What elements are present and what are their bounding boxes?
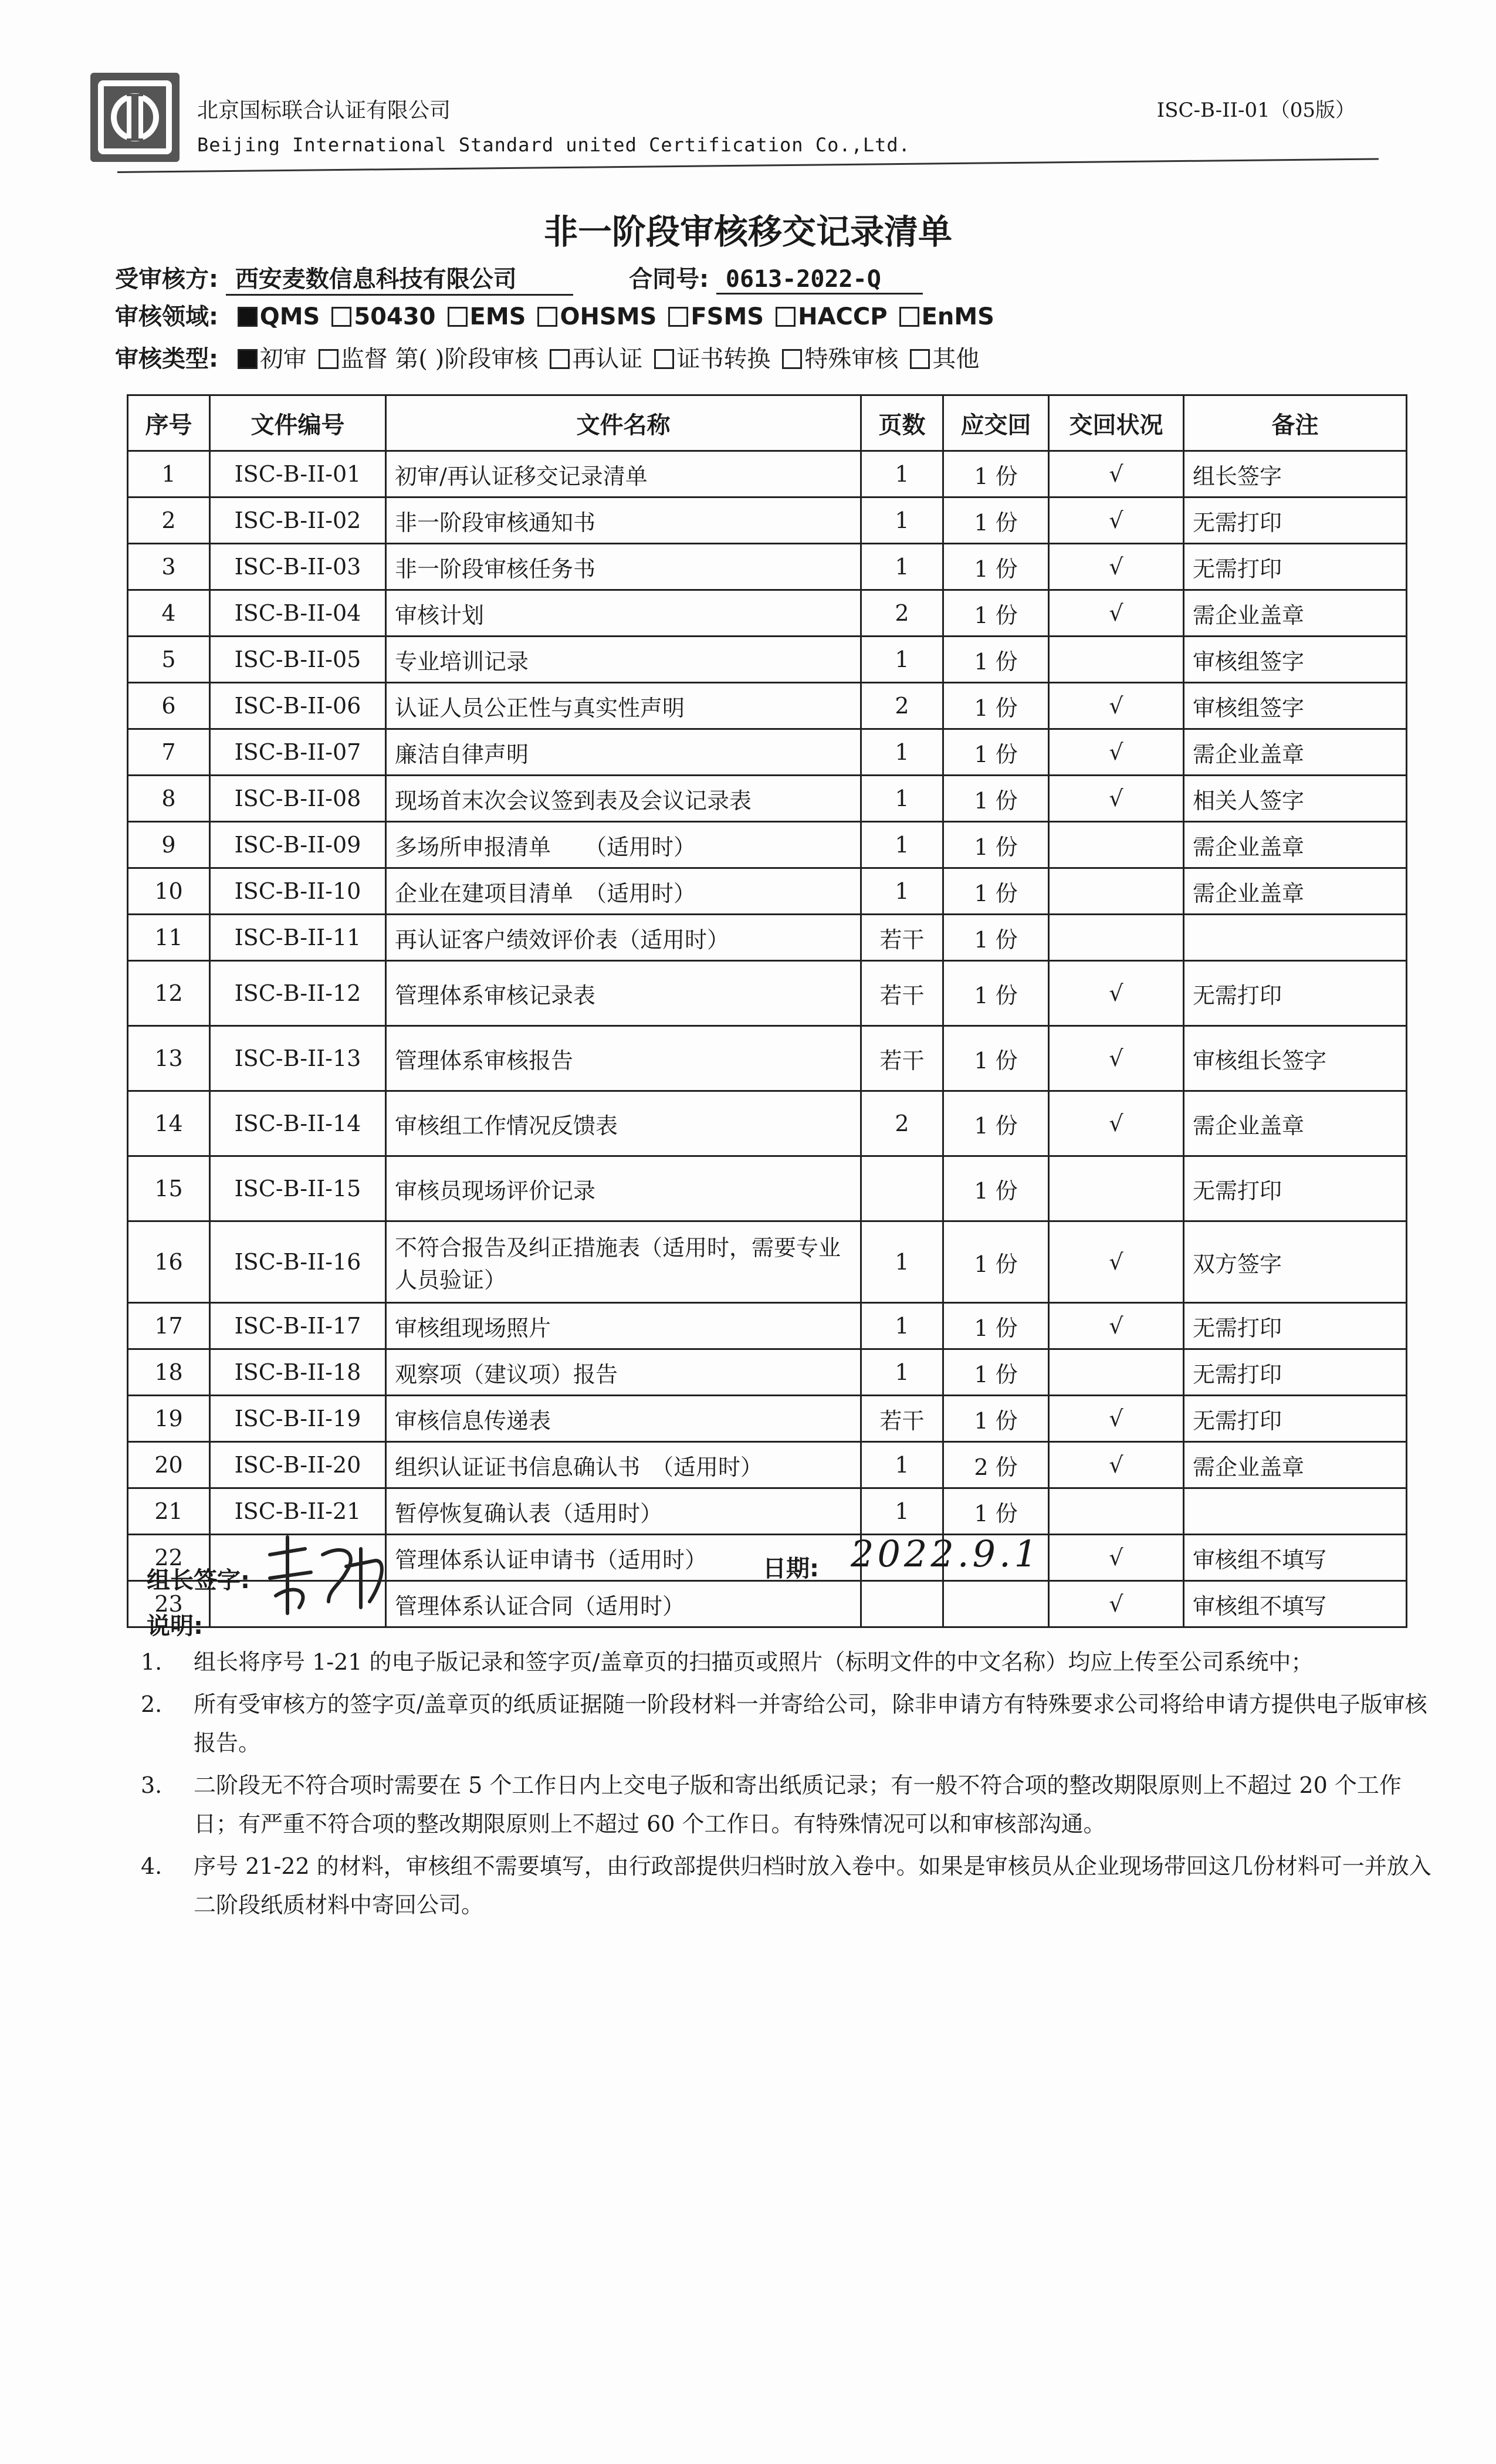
copies-due-cell: 1 份	[943, 1396, 1049, 1442]
row-number-cell: 15	[128, 1156, 210, 1221]
copies-due-cell: 1 份	[943, 1026, 1049, 1091]
row-number-cell: 12	[128, 961, 210, 1026]
audit-type-checkbox[interactable]	[550, 349, 570, 369]
file-name-cell: 管理体系认证合同（适用时）	[386, 1581, 861, 1627]
notes-label: 说明:	[147, 1613, 203, 1640]
audit-type-options	[226, 346, 980, 373]
table-row	[128, 822, 1407, 868]
table-body	[128, 451, 1407, 1627]
row-number-cell: 3	[128, 544, 210, 590]
page-count-cell: 1	[861, 1221, 943, 1303]
return-status-cell: √	[1049, 497, 1184, 544]
return-status-cell	[1049, 822, 1184, 868]
copies-due-cell: 1 份	[943, 729, 1049, 776]
page-count-cell	[861, 1581, 943, 1627]
page-title: 非一阶段审核移交记录清单	[543, 212, 952, 252]
remark-cell	[1184, 915, 1407, 961]
row-number-cell: 13	[128, 1026, 210, 1091]
file-name-cell: 暂停恢复确认表（适用时）	[386, 1488, 861, 1535]
table-row	[128, 1026, 1407, 1091]
copies-due-cell: 1 份	[943, 1091, 1049, 1156]
remark-cell: 无需打印	[1184, 1156, 1407, 1221]
table-header-cell: 序号	[128, 395, 210, 451]
audit-domain-options	[226, 303, 994, 330]
remark-cell	[1184, 1488, 1407, 1535]
remark-cell: 需企业盖章	[1184, 1091, 1407, 1156]
file-code-cell: ISC-B-II-01	[210, 451, 386, 497]
audit-type-option-label: 再认证	[572, 346, 643, 373]
row-number-cell: 8	[128, 776, 210, 822]
return-status-cell: √	[1049, 1221, 1184, 1303]
audit-type-checkbox[interactable]	[319, 349, 339, 369]
table-row	[128, 915, 1407, 961]
file-name-cell: 认证人员公正性与真实性声明	[386, 683, 861, 729]
page-count-cell: 1	[861, 822, 943, 868]
contract-value: 0613-2022-Q	[716, 266, 923, 295]
file-name-cell: 审核信息传递表	[386, 1396, 861, 1442]
table-row	[128, 590, 1407, 637]
remark-cell: 审核组签字	[1184, 637, 1407, 683]
row-number-cell: 2	[128, 497, 210, 544]
file-code-cell: ISC-B-II-03	[210, 544, 386, 590]
file-name-cell: 廉洁自律声明	[386, 729, 861, 776]
note-text: 序号 21-22 的材料，审核组不需要填写，由行政部提供归档时放入卷中。如果是审核员从企业现场带回这几份材料可一并放入二阶段纸质材料中寄回公司。	[194, 1853, 1431, 1918]
table-header-cell: 页数	[861, 395, 943, 451]
remark-cell: 无需打印	[1184, 961, 1407, 1026]
return-status-cell: √	[1049, 544, 1184, 590]
page-count-cell: 1	[861, 1442, 943, 1488]
copies-due-cell	[943, 1581, 1049, 1627]
row-number-cell: 23	[128, 1581, 210, 1627]
audit-domain-option-label: QMS	[259, 303, 320, 330]
table-header-cell: 应交回	[943, 395, 1049, 451]
note-item	[141, 1643, 1431, 1681]
return-status-cell	[1049, 1488, 1184, 1535]
file-name-cell: 初审/再认证移交记录清单	[386, 451, 861, 497]
file-code-cell: ISC-B-II-11	[210, 915, 386, 961]
return-status-cell: √	[1049, 590, 1184, 637]
file-name-cell: 观察项（建议项）报告	[386, 1349, 861, 1396]
return-status-cell	[1049, 915, 1184, 961]
file-name-cell: 审核计划	[386, 590, 861, 637]
table-header-cell: 文件名称	[386, 395, 861, 451]
page-count-cell: 1	[861, 1488, 943, 1535]
file-code-cell: ISC-B-II-06	[210, 683, 386, 729]
file-code-cell: ISC-B-II-13	[210, 1026, 386, 1091]
remark-cell: 无需打印	[1184, 1303, 1407, 1349]
file-code-cell: ISC-B-II-08	[210, 776, 386, 822]
remark-cell: 审核组签字	[1184, 683, 1407, 729]
remark-cell: 组长签字	[1184, 451, 1407, 497]
return-status-cell: √	[1049, 1396, 1184, 1442]
audit-type-option-label: 其他	[932, 346, 980, 373]
file-name-cell: 多场所申报清单 （适用时）	[386, 822, 861, 868]
row-number-cell: 22	[128, 1535, 210, 1581]
file-code-cell: ISC-B-II-02	[210, 497, 386, 544]
copies-due-cell: 1 份	[943, 915, 1049, 961]
contract-label: 合同号:	[629, 266, 709, 293]
row-number-cell: 5	[128, 637, 210, 683]
copies-due-cell: 1 份	[943, 868, 1049, 915]
audit-type-option-label: 证书转换	[676, 346, 771, 373]
note-item	[141, 1685, 1431, 1762]
remark-cell: 审核组不填写	[1184, 1535, 1407, 1581]
remark-cell: 无需打印	[1184, 1349, 1407, 1396]
header-divider	[117, 158, 1379, 173]
file-name-cell: 审核组现场照片	[386, 1303, 861, 1349]
return-status-cell: √	[1049, 776, 1184, 822]
company-name-en: Beijing International Standard united Certification Co.,Ltd.	[197, 134, 911, 156]
table-header-cell: 文件编号	[210, 395, 386, 451]
page-count-cell: 1	[861, 776, 943, 822]
file-code-cell: ISC-B-II-17	[210, 1303, 386, 1349]
return-status-cell: √	[1049, 683, 1184, 729]
copies-due-cell: 1 份	[943, 451, 1049, 497]
note-item	[141, 1766, 1431, 1843]
return-status-cell	[1049, 1349, 1184, 1396]
audit-domain-checkbox[interactable]	[238, 307, 258, 327]
copies-due-cell: 1 份	[943, 1156, 1049, 1221]
file-name-cell: 管理体系认证申请书（适用时）	[386, 1535, 861, 1581]
file-code-cell: ISC-B-II-20	[210, 1442, 386, 1488]
audit-domain-checkbox[interactable]	[899, 307, 919, 327]
row-number-cell: 7	[128, 729, 210, 776]
note-text: 二阶段无不符合项时需要在 5 个工作日内上交电子版和寄出纸质记录；有一般不符合项的整改期限原则上不超过 20 个工作日；有严重不符合项的整改期限原则上不超过 60 个工作日。有特殊情况可以和审核部沟通。	[194, 1772, 1402, 1837]
file-name-cell: 再认证客户绩效评价表（适用时）	[386, 915, 861, 961]
copies-due-cell: 1 份	[943, 1303, 1049, 1349]
note-number: 1.	[141, 1649, 163, 1675]
table-header-cell: 交回状况	[1049, 395, 1184, 451]
page-count-cell: 2	[861, 590, 943, 637]
row-number-cell: 11	[128, 915, 210, 961]
table-row	[128, 1396, 1407, 1442]
page-count-cell: 若干	[861, 1396, 943, 1442]
row-number-cell: 17	[128, 1303, 210, 1349]
file-name-cell: 管理体系审核报告	[386, 1026, 861, 1091]
copies-due-cell: 1 份	[943, 1349, 1049, 1396]
document-code: ISC-B-II-01（05版）	[1156, 99, 1355, 122]
row-number-cell: 21	[128, 1488, 210, 1535]
note-number: 3.	[141, 1772, 163, 1798]
audit-domain-option-label: EMS	[469, 303, 526, 330]
copies-due-cell: 1 份	[943, 497, 1049, 544]
audit-domain-checkbox[interactable]	[668, 307, 688, 327]
return-status-cell: √	[1049, 1535, 1184, 1581]
audit-type-checkbox[interactable]	[782, 349, 802, 369]
table-header-row	[128, 395, 1407, 451]
copies-due-cell: 1 份	[943, 961, 1049, 1026]
page-count-cell: 1	[861, 637, 943, 683]
table-row	[128, 451, 1407, 497]
row-number-cell: 4	[128, 590, 210, 637]
row-number-cell: 6	[128, 683, 210, 729]
return-status-cell: √	[1049, 1581, 1184, 1627]
file-name-cell: 企业在建项目清单 （适用时）	[386, 868, 861, 915]
table-row	[128, 1442, 1407, 1488]
audit-domain-row	[115, 298, 994, 331]
file-code-cell: ISC-B-II-09	[210, 822, 386, 868]
auditee-value: 西安麦数信息科技有限公司	[226, 260, 573, 296]
audit-domain-checkbox[interactable]	[537, 307, 557, 327]
auditee-row	[115, 260, 923, 296]
page-count-cell: 2	[861, 1091, 943, 1156]
audit-domain-option-label: OHSMS	[560, 303, 657, 330]
file-name-cell: 管理体系审核记录表	[386, 961, 861, 1026]
table-row	[128, 497, 1407, 544]
row-number-cell: 10	[128, 868, 210, 915]
table-row	[128, 729, 1407, 776]
company-name-cn: 北京国标联合认证有限公司	[197, 99, 451, 123]
page-count-cell: 若干	[861, 915, 943, 961]
handover-table	[127, 394, 1407, 1628]
file-code-cell: ISC-B-II-21	[210, 1488, 386, 1535]
return-status-cell: √	[1049, 451, 1184, 497]
table-row	[128, 1156, 1407, 1221]
copies-due-cell: 1 份	[943, 683, 1049, 729]
remark-cell: 无需打印	[1184, 544, 1407, 590]
copies-due-cell: 1 份	[943, 1221, 1049, 1303]
audit-domain-label: 审核领域:	[115, 303, 218, 330]
page-count-cell: 1	[861, 1349, 943, 1396]
page-count-cell: 若干	[861, 1026, 943, 1091]
date-label: 日期:	[763, 1555, 819, 1582]
row-number-cell: 19	[128, 1396, 210, 1442]
remark-cell: 审核组不填写	[1184, 1581, 1407, 1627]
remark-cell: 审核组长签字	[1184, 1026, 1407, 1091]
table-row	[128, 683, 1407, 729]
note-number: 2.	[141, 1691, 163, 1717]
file-code-cell: ISC-B-II-07	[210, 729, 386, 776]
remark-cell: 需企业盖章	[1184, 729, 1407, 776]
page-count-cell: 1	[861, 868, 943, 915]
return-status-cell: √	[1049, 1303, 1184, 1349]
copies-due-cell: 1 份	[943, 637, 1049, 683]
row-number-cell: 1	[128, 451, 210, 497]
page-count-cell: 若干	[861, 961, 943, 1026]
table-row	[128, 961, 1407, 1026]
copies-due-cell: 1 份	[943, 1488, 1049, 1535]
audit-type-checkbox[interactable]	[654, 349, 674, 369]
page-count-cell: 2	[861, 683, 943, 729]
return-status-cell	[1049, 1156, 1184, 1221]
return-status-cell: √	[1049, 961, 1184, 1026]
note-item	[141, 1847, 1431, 1924]
copies-due-cell: 1 份	[943, 590, 1049, 637]
row-number-cell: 9	[128, 822, 210, 868]
file-code-cell: ISC-B-II-04	[210, 590, 386, 637]
remark-cell: 需企业盖章	[1184, 822, 1407, 868]
remark-cell: 需企业盖章	[1184, 1442, 1407, 1488]
audit-type-option-label: 特殊审核	[804, 346, 899, 373]
table-row	[128, 1349, 1407, 1396]
audit-domain-option-label: HACCP	[798, 303, 888, 330]
audit-type-checkbox[interactable]	[910, 349, 930, 369]
audit-type-option-label: 初审	[259, 346, 307, 373]
page-count-cell: 1	[861, 1303, 943, 1349]
remark-cell: 需企业盖章	[1184, 868, 1407, 915]
note-text: 所有受审核方的签字页/盖章页的纸质证据随一阶段材料一并寄给公司，除非申请方有特殊要求公司将给申请方提供电子版审核报告。	[194, 1691, 1427, 1756]
row-number-cell: 16	[128, 1221, 210, 1303]
file-name-cell: 非一阶段审核任务书	[386, 544, 861, 590]
file-name-cell: 非一阶段审核通知书	[386, 497, 861, 544]
page-count-cell: 1	[861, 729, 943, 776]
return-status-cell	[1049, 868, 1184, 915]
row-number-cell: 14	[128, 1091, 210, 1156]
handwritten-signature	[258, 1531, 399, 1619]
remark-cell: 无需打印	[1184, 497, 1407, 544]
table-row	[128, 1488, 1407, 1535]
copies-due-cell: 2 份	[943, 1442, 1049, 1488]
table-header-cell: 备注	[1184, 395, 1407, 451]
file-code-cell: ISC-B-II-10	[210, 868, 386, 915]
page-count-cell	[861, 1156, 943, 1221]
table-row	[128, 868, 1407, 915]
file-code-cell: ISC-B-II-12	[210, 961, 386, 1026]
remark-cell: 无需打印	[1184, 1396, 1407, 1442]
file-name-cell: 专业培训记录	[386, 637, 861, 683]
audit-type-option-label: 监督 第( )阶段审核	[340, 346, 539, 373]
table-row	[128, 637, 1407, 683]
file-code-cell: ISC-B-II-15	[210, 1156, 386, 1221]
copies-due-cell: 1 份	[943, 776, 1049, 822]
audit-type-label: 审核类型:	[115, 346, 218, 373]
table-row	[128, 776, 1407, 822]
remark-cell: 需企业盖章	[1184, 590, 1407, 637]
page-count-cell: 1	[861, 497, 943, 544]
remark-cell: 相关人签字	[1184, 776, 1407, 822]
file-code-cell: ISC-B-II-14	[210, 1091, 386, 1156]
notes-list	[141, 1643, 1431, 1928]
file-code-cell: ISC-B-II-16	[210, 1221, 386, 1303]
copies-due-cell: 1 份	[943, 544, 1049, 590]
page-count-cell: 1	[861, 544, 943, 590]
company-logo	[88, 70, 182, 164]
note-text: 组长将序号 1-21 的电子版记录和签字页/盖章页的扫描页或照片（标明文件的中文名称）均应上传至公司系统中；	[194, 1649, 1314, 1675]
table-row	[128, 1091, 1407, 1156]
remark-cell: 双方签字	[1184, 1221, 1407, 1303]
file-name-cell: 组织认证证书信息确认书 （适用时）	[386, 1442, 861, 1488]
date-value: 2022.9.1	[851, 1532, 1041, 1575]
copies-due-cell: 1 份	[943, 822, 1049, 868]
file-code-cell: ISC-B-II-05	[210, 637, 386, 683]
audit-domain-option-label: 50430	[354, 303, 436, 330]
row-number-cell: 20	[128, 1442, 210, 1488]
file-name-cell: 不符合报告及纠正措施表（适用时，需要专业人员验证）	[386, 1221, 861, 1303]
return-status-cell: √	[1049, 1442, 1184, 1488]
return-status-cell: √	[1049, 1026, 1184, 1091]
file-name-cell: 现场首末次会议签到表及会议记录表	[386, 776, 861, 822]
note-number: 4.	[141, 1853, 163, 1879]
file-code-cell: ISC-B-II-18	[210, 1349, 386, 1396]
row-number-cell: 18	[128, 1349, 210, 1396]
audit-type-row	[115, 340, 979, 374]
table-row	[128, 1303, 1407, 1349]
audit-domain-option-label: EnMS	[921, 303, 994, 330]
file-name-cell: 审核员现场评价记录	[386, 1156, 861, 1221]
audit-domain-checkbox[interactable]	[776, 307, 796, 327]
audit-domain-checkbox[interactable]	[331, 307, 351, 327]
audit-domain-checkbox[interactable]	[448, 307, 468, 327]
file-name-cell: 审核组工作情况反馈表	[386, 1091, 861, 1156]
table-row	[128, 1221, 1407, 1303]
return-status-cell: √	[1049, 1091, 1184, 1156]
page-count-cell: 1	[861, 451, 943, 497]
return-status-cell: √	[1049, 729, 1184, 776]
auditee-label: 受审核方:	[115, 266, 218, 293]
leader-signature-label: 组长签字:	[147, 1567, 250, 1594]
audit-domain-option-label: FSMS	[691, 303, 764, 330]
return-status-cell	[1049, 637, 1184, 683]
table-row	[128, 544, 1407, 590]
audit-type-checkbox[interactable]	[238, 349, 258, 369]
file-code-cell: ISC-B-II-19	[210, 1396, 386, 1442]
